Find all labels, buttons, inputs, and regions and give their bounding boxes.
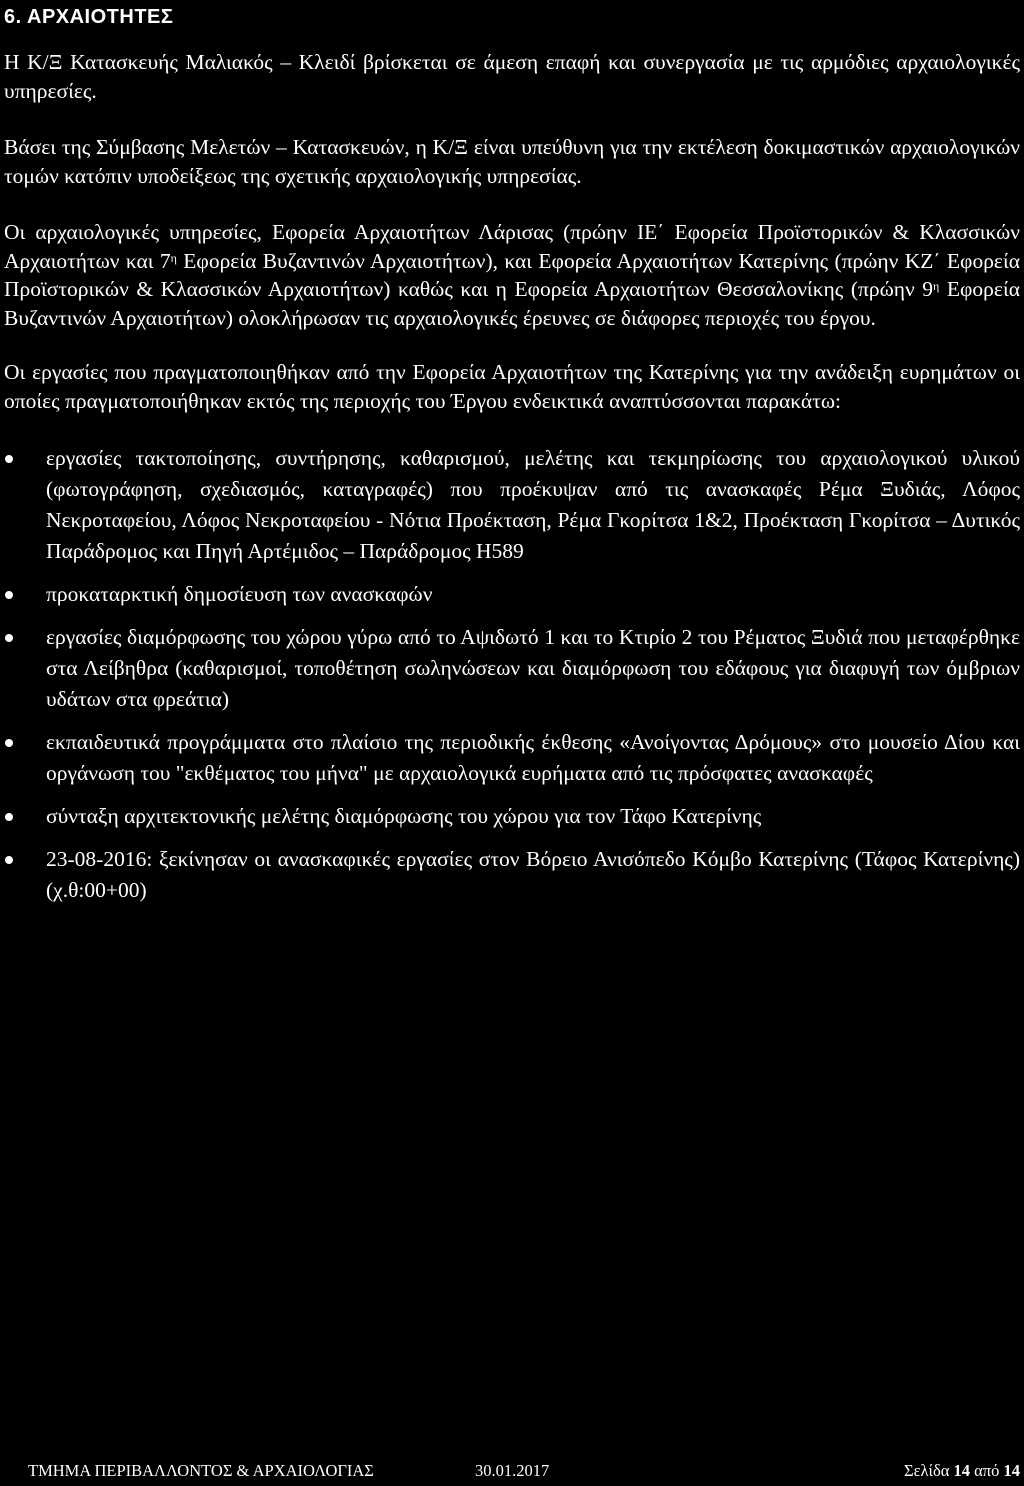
paragraph-text-part: Οι αρχαιολογικές υπηρεσίες, Εφορεία Αρχαιοτήτων Λάρισας (πρώην ΙΕ΄ Εφορεία Προϊστορικών & Κλασσικών Αρχαιοτήτων και 7 (4, 220, 1020, 273)
list-item-text: 23-08-2016: ξεκίνησαν οι ανασκαφικές εργασίες στον Βόρειο Ανισόπεδο Κόμβο Κατερίνης (Τάφος Κατερίνης) (χ.θ:00+00) (46, 847, 1020, 902)
superscript: η (170, 250, 177, 265)
superscript: η (933, 279, 940, 293)
section-title: 6. ΑΡΧΑΙΟΤΗΤΕΣ (4, 6, 174, 28)
footer-date: 30.01.2017 (475, 1461, 550, 1480)
bullet-icon (5, 455, 13, 463)
list-item (4, 622, 1020, 715)
list-item (4, 727, 1020, 789)
paragraph-archaeological-services (4, 218, 1020, 332)
list-item (4, 844, 1020, 906)
list-item (4, 579, 1020, 610)
paragraph-katerini-works-intro: Οι εργασίες που πραγματοποιηθήκαν από την Εφορεία Αρχαιοτήτων της Κατερίνης για την ανάδειξη ευρημάτων οι οποίες πραγματοποιήθηκαν εκτός της περιοχής του Έργου ενδεικτικά αναπτύσσονται παρακάτω: (4, 360, 1020, 413)
list-item (4, 801, 1020, 832)
bullet-icon (5, 591, 13, 599)
bullet-icon (5, 856, 13, 864)
page-separator: από (970, 1461, 1004, 1480)
page-total: 14 (1003, 1461, 1020, 1480)
paragraph-contractor-cooperation: Η Κ/Ξ Κατασκευής Μαλιακός – Κλειδί βρίσκεται σε άμεση επαφή και συνεργασία με τις αρμόδιες αρχαιολογικές υπηρεσίες. (4, 50, 1020, 103)
footer-page-number (904, 1461, 1020, 1481)
list-item-text: προκαταρκτική δημοσίευση των ανασκαφών (46, 582, 433, 606)
bullet-icon (5, 634, 13, 642)
page-current: 14 (953, 1461, 971, 1480)
works-bullet-list (4, 443, 1020, 906)
list-item (4, 443, 1020, 567)
list-item-text: εργασίες διαμόρφωσης του χώρου γύρω από το Αψιδωτό 1 και το Κτιρίο 2 του Ρέματος Ξυδιά που μεταφέρθηκε στα Λείβηθρα (καθαρισμοί, τοποθέτηση σωληνώσεων και διαμόρφωση του εδάφους για διαφυγή των όμβριων υδάτων στα φρεάτια) (46, 625, 1020, 711)
paragraph-text-part: Εφορεία Βυζαντινών Αρχαιοτήτων), και Εφορεία Αρχαιοτήτων Κατερίνης (πρώην ΚΖ΄ Εφορεία Προϊστορικών & Κλασσικών Αρχαιοτήτων) καθώς και η Εφορεία Αρχαιοτήτων Θεσσαλονίκης (πρώην 9 (4, 248, 1020, 301)
list-item-text: εργασίες τακτοποίησης, συντήρησης, καθαρισμού, μελέτης και τεκμηρίωσης του αρχαιολογικού υλικού (φωτογράφηση, σχεδιασμός, καταγραφές) που προέκυψαν από τις ανασκαφές Ρέμα Ξυδιάς, Λόφος Νεκροταφείου, Λόφος Νεκροταφείου - Νότια Προέκταση, Ρέμα Γκορίτσα 1&2, Προέκταση Γκορίτσα – Δυτικός Παράδρομος και Πηγή Αρτέμιδος – Παράδρομος Η589 (46, 446, 1020, 563)
bullet-icon (5, 813, 13, 821)
document-page (4, 0, 1020, 918)
page-prefix: Σελίδα (903, 1461, 954, 1480)
list-item-text: εκπαιδευτικά προγράμματα στο πλαίσιο της περιοδικής έκθεσης «Ανοίγοντας Δρόμους» στο μουσείο Δίου και οργάνωση του "εκθέματος του μήνα" με αρχαιολογικά ευρήματα από τις πρόσφατες ανασκαφές (46, 730, 1020, 785)
paragraph-contract-obligations: Βάσει της Σύμβασης Μελετών – Κατασκευών, η Κ/Ξ είναι υπεύθυνη για την εκτέλεση δοκιμαστικών αρχαιολογικών τομών κατόπιν υποδείξεως της σχετικής αρχαιολογικής υπηρεσίας. (4, 135, 1020, 188)
footer-department: ΤΜΗΜΑ ΠΕΡΙΒΑΛΛΟΝΤΟΣ & ΑΡΧΑΙΟΛΟΓΙΑΣ (28, 1461, 374, 1480)
list-item-text: σύνταξη αρχιτεκτονικής μελέτης διαμόρφωσης του χώρου για τον Τάφο Κατερίνης (46, 804, 762, 828)
paragraph-text-part: Εφορεία Βυζαντινών Αρχαιοτήτων) ολοκλήρωσαν τις αρχαιολογικές έρευνες σε διάφορες περιοχές του έργου. (4, 277, 1020, 330)
bullet-icon (5, 739, 13, 747)
